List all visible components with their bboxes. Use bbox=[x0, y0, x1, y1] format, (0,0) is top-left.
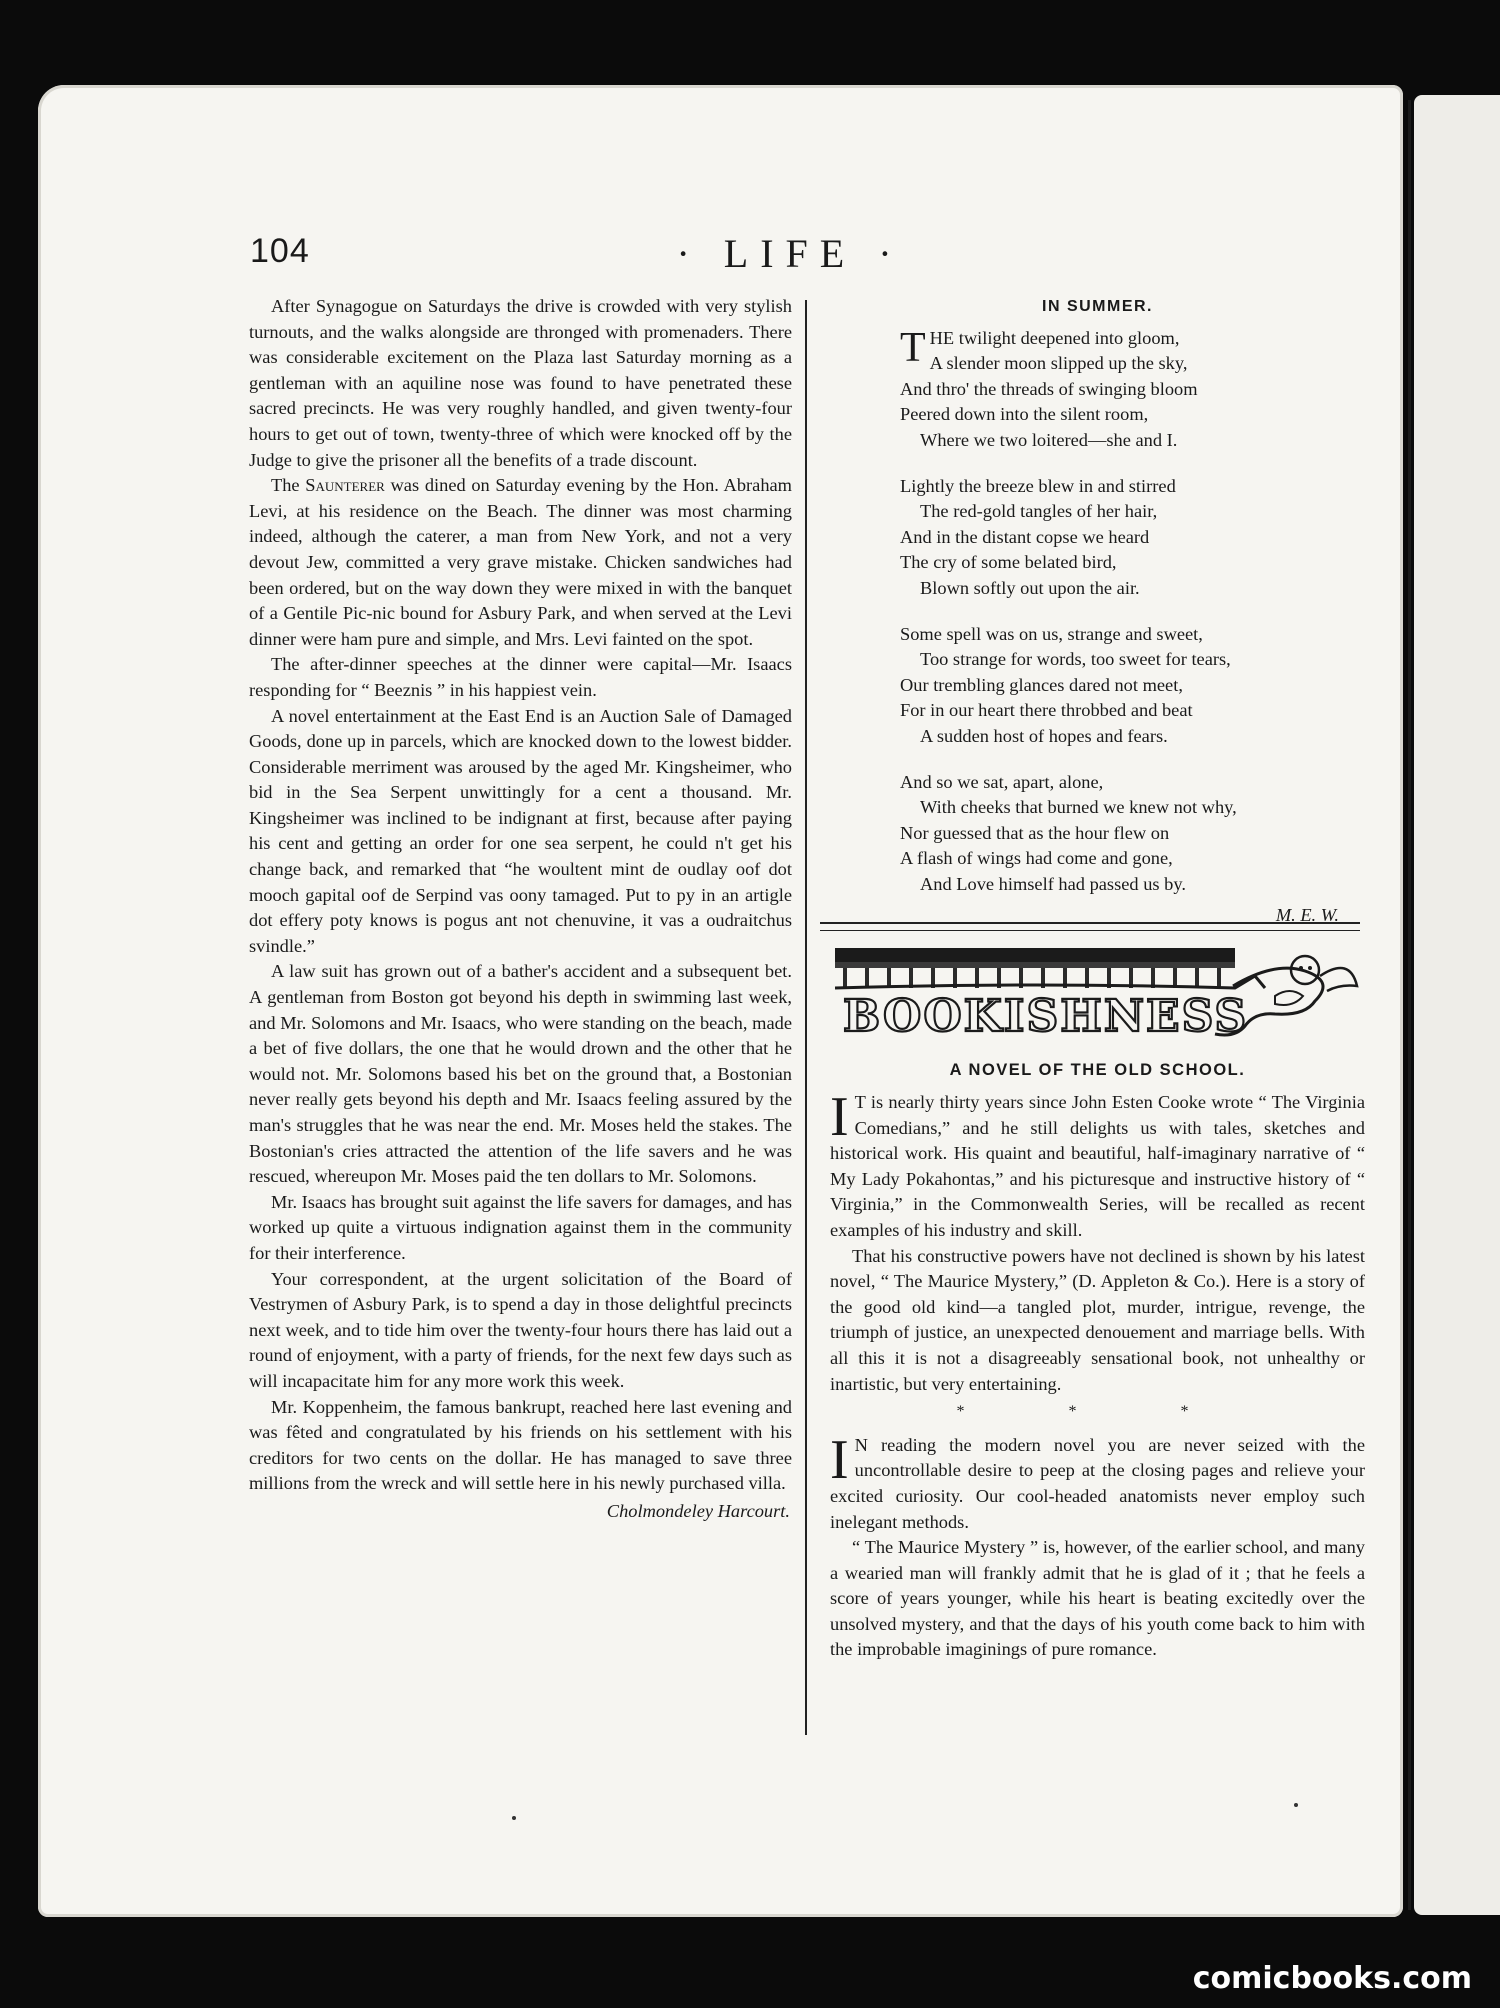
poem-signature: M. E. W. bbox=[1275, 905, 1339, 926]
saunterer-smallcaps: Saunterer bbox=[305, 475, 385, 496]
poem-line: For in our heart there throbbed and beat bbox=[900, 700, 1193, 721]
stanza bbox=[900, 326, 1365, 454]
banner-illustration bbox=[835, 946, 1365, 1046]
poem-line: Peered down into the silent room, bbox=[900, 404, 1149, 425]
poem-block bbox=[830, 294, 1365, 929]
poem-line: Nor guessed that as the hour flew on bbox=[900, 822, 1170, 843]
stanza bbox=[900, 474, 1365, 602]
poem-line: The red-gold tangles of her hair, bbox=[920, 501, 1158, 522]
binding-gutter bbox=[1408, 100, 1411, 1910]
section-break-stars: * * * bbox=[956, 1403, 1239, 1421]
paragraph bbox=[830, 1428, 1365, 1535]
stanza bbox=[900, 622, 1365, 750]
poem-title: IN SUMMER. bbox=[1042, 298, 1153, 315]
poem-line: And in the distant copse we heard bbox=[900, 526, 1150, 547]
paragraph: A law suit has grown out of a bather's accident and a subsequent bet. A gentleman from Boston got beyond his depth in swimming last week, and Mr. Solomons and Mr. Isaacs, who were standing on the beach, made a bet of five dollars, the one that he would drown and the other that he would not. Mr. Solomons based his bet on the ground that, a Bostonian never really gets beyond his depth and Mr. Isaacs feeling assured by the man's struggles that he was near the end. Mr. Moses held the stakes. The Bostonian's cries attracted the attention of the life savers and he was rescued, whereupon Mr. Moses paid the ten dollars to Mr. Solomons. bbox=[249, 961, 792, 1187]
paragraph: A novel entertainment at the East End is an Auction Sale of Damaged Goods, done up in parcels, which are knocked down to the lowest bidder. Considerable merriment was aroused by the aged Mr. Kingsheimer, who bid in the Sea Serpent unwittingly for a cent a thousand. Mr. Kingsheimer was inclined to be indignant at first, because after paying his cent and getting an order for one sea serpent, he could n't get his change back, and remarked that “he woultent mint de oudlay oof dot mooch gapital oof de Serpind vas oony tamaged. Put to py in an artigle dot effery poty knows is pogus ant not chenuvine, it vas a oudraitchus svindle.” bbox=[249, 705, 792, 956]
left-column bbox=[249, 294, 792, 1525]
stanza bbox=[900, 770, 1365, 898]
section-divider bbox=[820, 922, 1360, 931]
poem-line: HE twilight deepened into gloom, bbox=[929, 327, 1180, 348]
poem-line: Our trembling glances dared not meet, bbox=[900, 674, 1183, 695]
watermark: comicbooks.com bbox=[1192, 1961, 1472, 1996]
paragraph: After Synagogue on Saturdays the drive is crowded with very stylish turnouts, and the walks alongside are thronged with promenaders. There was considerable excitement on the Plaza last Saturday morning as a gentleman with an aquiline nose was found to have penetrated these sacred precincts. He was very roughly handled, and given twenty-four hours to get out of town, twenty-three of which were knocked off by the Judge to give the prisoner all the benefits of a trade discount. bbox=[249, 296, 792, 470]
paragraph bbox=[249, 473, 792, 652]
page-number: 104 bbox=[250, 232, 310, 270]
column-rule bbox=[805, 300, 807, 1735]
poem-line: Blown softly out upon the air. bbox=[920, 577, 1140, 598]
poem-line: And so we sat, apart, alone, bbox=[900, 771, 1104, 792]
poem-line: And Love himself had passed us by. bbox=[920, 873, 1186, 894]
poem-line: Some spell was on us, strange and sweet, bbox=[900, 623, 1203, 644]
paragraph: “ The Maurice Mystery ” is, however, of the earlier school, and many a wearied man will frankly admit that he is glad of it ; that he feels a score of years younger, while his heart is beating excitedly over the unsolved mystery, and that the days of his youth come back to him with the improbable imaginings of pure romance. bbox=[830, 1537, 1365, 1660]
banner-word: BOOKISHNESS bbox=[843, 991, 1249, 1042]
poem-line: A slender moon slipped up the sky, bbox=[929, 353, 1188, 374]
drop-cap: T bbox=[900, 324, 926, 371]
print-speck bbox=[1294, 1803, 1298, 1807]
poem-line: With cheeks that burned we knew not why, bbox=[920, 797, 1237, 818]
paragraph: The after-dinner speeches at the dinner were capital—Mr. Isaacs responding for “ Beeznis ” in his happiest vein. bbox=[249, 654, 792, 700]
poem-line: Too strange for words, too sweet for tears, bbox=[920, 649, 1231, 670]
paragraph: Mr. Isaacs has brought suit against the life savers for damages, and has worked up quite a virtuous indignation against them in the community for their interference. bbox=[249, 1191, 792, 1263]
drop-cap: I bbox=[830, 1428, 849, 1491]
paragraph: Your correspondent, at the urgent solicitation of the Board of Vestrymen of Asbury Park, is to spend a day in those delightful precincts next week, and to tide him over the twenty-four hours there has laid out a round of enjoyment, with a party of friends, for the next few days such as will incapacitate him for any more work this week. bbox=[249, 1268, 792, 1391]
poem-line: Where we two loitered—she and I. bbox=[920, 429, 1178, 450]
poem-line: Lightly the breeze blew in and stirred bbox=[900, 475, 1176, 496]
paragraph-body: T is nearly thirty years since John Esten Cooke wrote “ The Virginia Comedians,” and he still delights us with tales, sketches and historical work. His quaint and beautiful, half-imaginary narrative of “ My Lady Pokahontas,” and his picturesque and instructive history of “ Virginia,” in the Commonwealth Series, will be recalled as recent examples of his industry and skill. bbox=[830, 1092, 1365, 1240]
facing-page-edge bbox=[1414, 95, 1500, 1915]
poem-line: The cry of some belated bird, bbox=[900, 552, 1117, 573]
masthead-title: · LIFE · bbox=[676, 231, 904, 276]
paragraph: That his constructive powers have not declined is shown by his latest novel, “ The Maurice Mystery,” (D. Appleton & Co.). Here is a story of the good old kind—a tangled plot, murder, intrigue, revenge, the triumph of justice, an unexpected denouement and marriage bells. With all this it is not a disagreeably sensational book, not unhealthy or inartistic, but very entertaining. bbox=[830, 1245, 1365, 1394]
bookishness-banner bbox=[835, 946, 1365, 1046]
review-column bbox=[830, 1086, 1365, 1663]
poem-line: A sudden host of hopes and fears. bbox=[920, 725, 1168, 746]
paragraph-lead: The bbox=[271, 475, 300, 496]
paragraph: Mr. Koppenheim, the famous bankrupt, reached here last evening and was fêted and congratulated by his friends on his settlement with his creditors for two cents on the dollar. He has managed to save three millions from the wreck and will settle here in his newly purchased villa. bbox=[249, 1396, 792, 1494]
poem-line: A flash of wings had come and gone, bbox=[900, 848, 1173, 869]
paragraph-body: was dined on Saturday evening by the Hon. Abraham Levi, at his residence on the Beach. The dinner was most charming indeed, although the caterer, a man from New York, and not a very devout Jew, committed a very grave mistake. Chicken sandwiches had been ordered, but on the way down they were mixed in with the banquet of a Gentile Pic-nic bound for Asbury Park, and when served at the Levi dinner were ham pure and simple, and Mrs. Levi fainted on the spot. bbox=[249, 475, 792, 649]
paragraph bbox=[830, 1086, 1365, 1244]
author-signature: Cholmondeley Harcourt. bbox=[606, 1500, 790, 1521]
poem-line: And thro' the threads of swinging bloom bbox=[900, 378, 1198, 399]
review-headline: A NOVEL OF THE OLD SCHOOL. bbox=[949, 1061, 1246, 1079]
paragraph-body: N reading the modern novel you are never seized with the uncontrollable desire to peep at the closing pages and relieve your excited curiosity. Our cool-headed anatomists never employ such inelegant methods. bbox=[830, 1434, 1365, 1532]
print-speck bbox=[512, 1816, 516, 1820]
drop-cap: I bbox=[830, 1086, 849, 1148]
